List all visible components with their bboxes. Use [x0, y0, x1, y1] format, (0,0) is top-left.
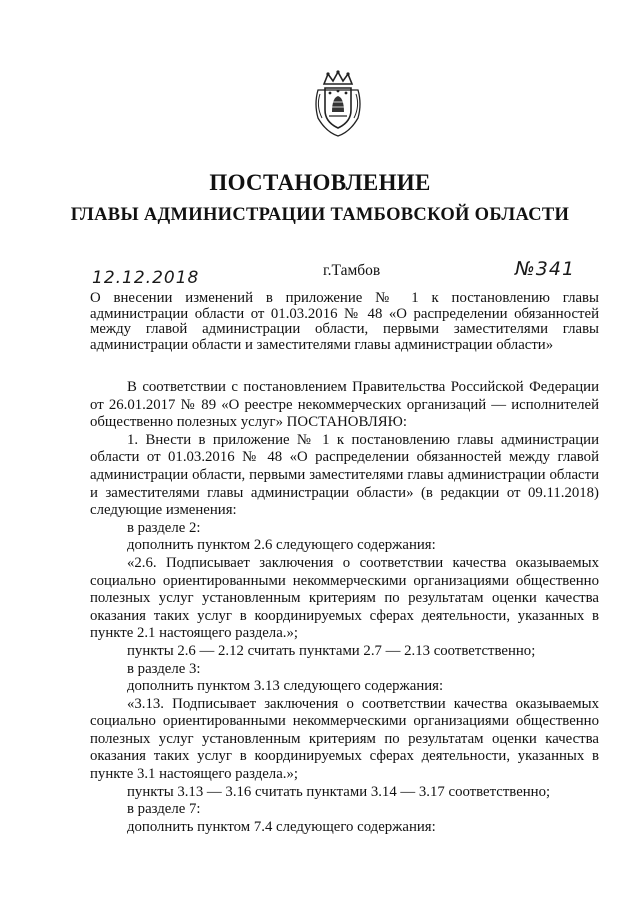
paragraph-add-2-6: дополнить пунктом 2.6 следующего содержания: — [127, 537, 436, 554]
paragraph-add-3-13: дополнить пунктом 3.13 следующего содержания: — [127, 678, 444, 695]
paragraph-renumber-2: пункты 2.6 — 2.12 считать пунктами 2.7 — 2.13 соответственно; — [127, 642, 536, 659]
handwritten-number: №341 — [515, 258, 576, 280]
paragraph-section-7: в разделе 7: — [127, 801, 201, 818]
paragraph-item-1: 1. Внести в приложение № 1 к постановлению главы администрации области от 01.03.2016 № 48 «О распределении обязанностей между главой администрации области, первыми заместителями главы администрации области и заместителями главы администрации области» (в редакции от 09.11.2018) следующие изменения: — [90, 431, 599, 519]
paragraph-quote-3-13: «3.13. Подписывает заключения о соответствии качества оказываемых социально ориентированными некоммерческими организациями общественно полезных услуг установленным критериям по результатам оценки качества оказания таких услуг в координируемых сферах деятельности, указанных в пункте 3.1 настоящего раздела.»; — [90, 695, 599, 783]
paragraph-section-2: в разделе 2: — [127, 519, 201, 536]
paragraph-section-3: в разделе 3: — [127, 660, 201, 677]
document-title: ПОСТАНОВЛЕНИЕ — [209, 170, 431, 195]
paragraph-add-7-4: дополнить пунктом 7.4 следующего содержания: — [127, 818, 436, 835]
document-subject: О внесении изменений в приложение № 1 к постановлению главы администрации области от 01.03.2016 № 48 «О распределении обязанностей между главой администрации области, первыми заместителями главы администрации области и заместителями главы администрации области» — [90, 290, 599, 353]
paragraph-renumber-3: пункты 3.13 — 3.16 считать пунктами 3.14 — 3.17 соответственно; — [127, 783, 551, 800]
document-subtitle: ГЛАВЫ АДМИНИСТРАЦИИ ТАМБОВСКОЙ ОБЛАСТИ — [70, 205, 570, 225]
city-label: г.Тамбов — [323, 262, 381, 279]
paragraph-preamble: В соответствии с постановлением Правительства Российской Федерации от 26.01.2017 № 89 «О реестре некоммерческих организаций — исполнителей общественно полезных услуг» ПОСТАНОВЛЯЮ: — [90, 379, 599, 431]
document-body — [90, 379, 599, 836]
handwritten-date: 12.12.2018 — [92, 268, 200, 288]
paragraph-quote-2-6: «2.6. Подписывает заключения о соответствии качества оказываемых социально ориентированными некоммерческими организациями общественно полезных услуг установленным критериям по результатам оценки качества оказания таких услуг в координируемых сферах деятельности, указанных в пункте 2.1 настоящего раздела.»; — [90, 554, 599, 642]
coat-of-arms-icon — [312, 70, 364, 138]
